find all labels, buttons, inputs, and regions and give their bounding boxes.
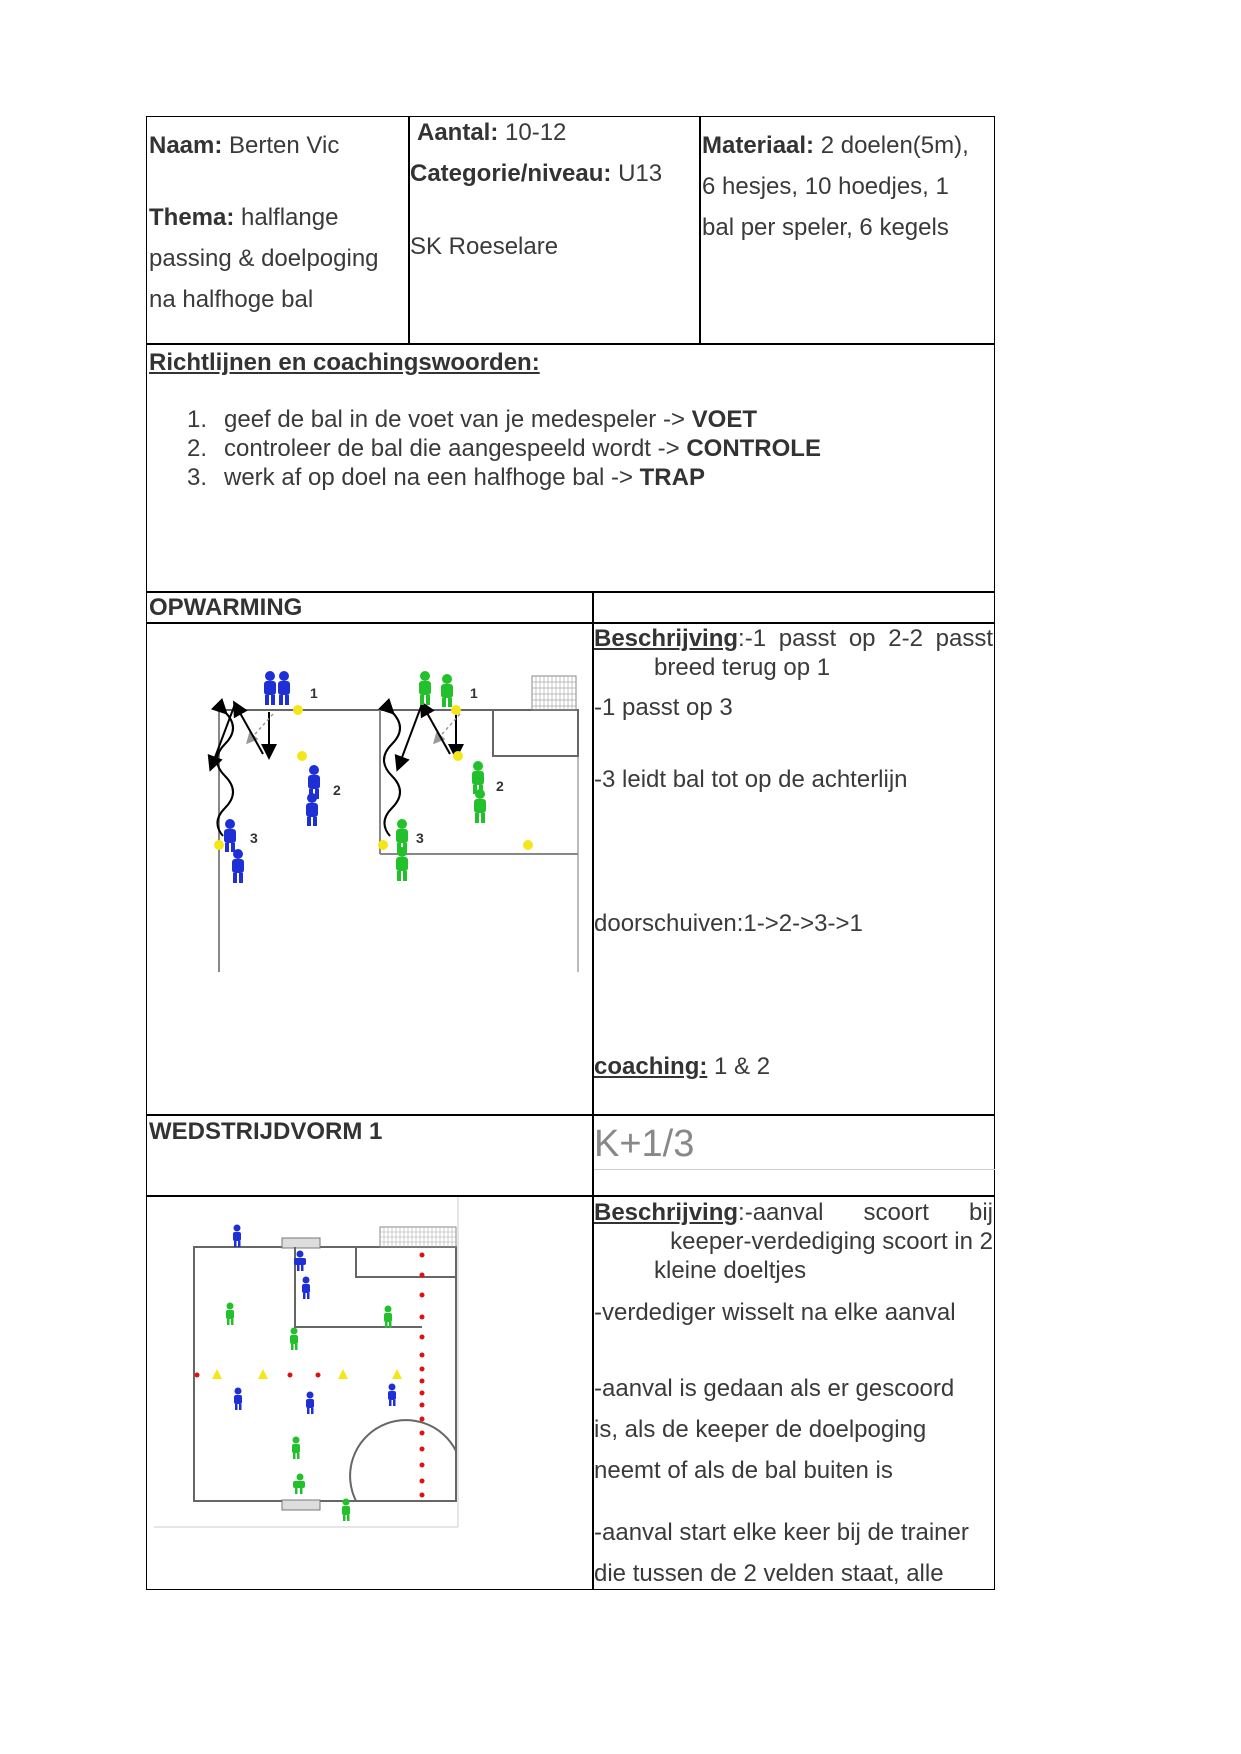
- section-title-wedstrijdvorm: WEDSTRIJDVORM 1: [149, 1118, 383, 1145]
- goal-icon: [532, 676, 576, 710]
- player-icon: [396, 671, 486, 881]
- description-line: die tussen de 2 velden staat, alle: [594, 1560, 944, 1587]
- cone-marker: [212, 1369, 402, 1379]
- diagram-label: 3: [416, 830, 424, 846]
- description-block: [594, 1368, 954, 1491]
- description-line: doorschuiven:1->2->3->1: [594, 910, 863, 937]
- description-line: -aanval is gedaan als er gescoord: [594, 1375, 955, 1402]
- divider: [699, 116, 701, 343]
- description-line: breed terug op 1: [654, 654, 831, 681]
- divider: [146, 1114, 995, 1116]
- section-title-opwarming: OPWARMING: [149, 594, 303, 621]
- cone-marker: [214, 705, 533, 850]
- categorie-field: Categorie/niveau: U13: [410, 160, 663, 187]
- diagram-label: 2: [333, 782, 341, 798]
- diagram-label: 1: [310, 685, 318, 701]
- opwarming-description: [594, 624, 993, 682]
- wedstrijdvorm-diagram: [150, 1197, 460, 1531]
- richtlijnen-list: [149, 405, 989, 492]
- aantal-field: Aantal: 10-12: [417, 119, 567, 146]
- description-line: is, als de keeper de doelpoging: [594, 1416, 927, 1443]
- naam-field: Naam: Berten Vic: [149, 132, 340, 159]
- diagram-label: 2: [496, 778, 504, 794]
- diagram-label: 1: [470, 685, 478, 701]
- list-item: 2. controleer de bal die aangespeeld wordt -> CONTROLE: [187, 435, 821, 462]
- opwarming-diagram: [148, 624, 590, 984]
- description-line: Beschrijving:-aanval scoort bij: [594, 1199, 993, 1226]
- description-line: -3 leidt bal tot op de achterlijn: [594, 766, 908, 793]
- materiaal-field: Materiaal: 2 doelen(5m), 6 hesjes, 10 hoedjes, 1 bal per speler, 6 kegels: [702, 132, 969, 241]
- description-line: neemt of als de bal buiten is: [594, 1457, 893, 1484]
- thema-field: Thema: halflange passing & doelpoging na halfhoge bal: [149, 204, 379, 313]
- wedstrijdvorm-subtitle: K+1/3: [594, 1123, 695, 1165]
- description-line: keeper-verdediging scoort in 2: [670, 1228, 993, 1255]
- divider: [146, 591, 995, 593]
- richtlijnen-title: Richtlijnen en coachingswoorden:: [149, 349, 540, 376]
- divider: [146, 343, 995, 345]
- goal-icon: [380, 1227, 456, 1247]
- diagram-label: 3: [250, 830, 258, 846]
- player-icon: [233, 1225, 396, 1415]
- divider: [593, 1169, 995, 1170]
- description-line: -aanval start elke keer bij de trainer: [594, 1519, 969, 1546]
- description-line: kleine doeltjes: [654, 1257, 807, 1284]
- player-icon: [224, 671, 320, 883]
- club-name: SK Roeselare: [410, 233, 559, 260]
- description-line: -1 passt op 3: [594, 694, 733, 721]
- wedstrijdvorm-description: [594, 1198, 993, 1285]
- description-line: Beschrijving:-1 passt op 2-2 passt: [594, 625, 993, 652]
- list-item: 1. geef de bal in de voet van je medespeler -> VOET: [187, 406, 757, 433]
- list-item: 3. werk af op doel na een halfhoge bal -> TRAP: [187, 464, 705, 491]
- description-block: [594, 1512, 969, 1594]
- coaching-line: coaching: 1 & 2: [594, 1053, 771, 1080]
- description-line: -verdediger wisselt na elke aanval: [594, 1299, 956, 1326]
